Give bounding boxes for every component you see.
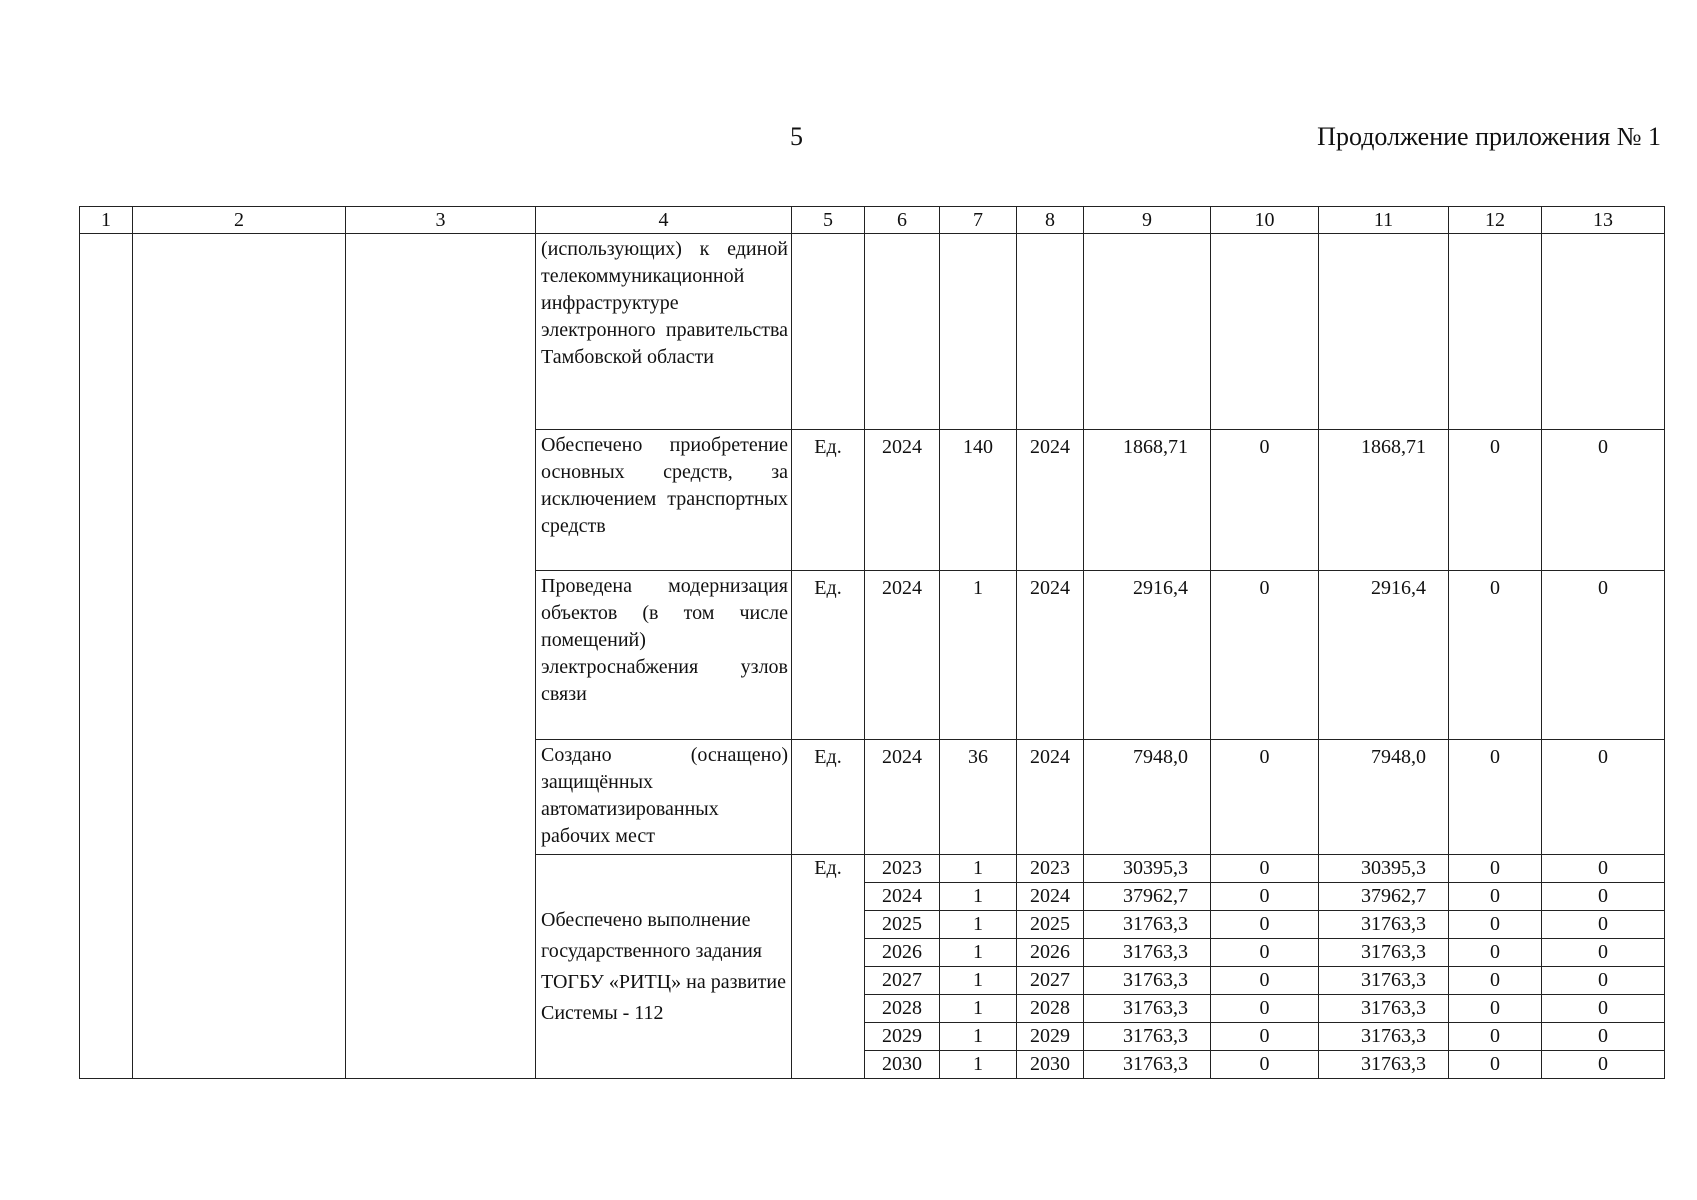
column-number: 2 — [133, 207, 346, 234]
row-unit: Ед. — [792, 430, 865, 571]
total-cell: 31763,3 — [1084, 967, 1211, 995]
row-col11: 2916,4 — [1319, 571, 1449, 740]
year-cell: 2029 — [865, 1023, 940, 1051]
row-unit: Ед. — [792, 571, 865, 740]
count-cell: 1 — [940, 855, 1017, 883]
col11-cell: 37962,7 — [1319, 883, 1449, 911]
row-description: Проведена модернизация объектов (в том числе помещений) электроснабжения узлов связи — [536, 571, 792, 740]
col10-cell: 0 — [1211, 939, 1319, 967]
cell-col3 — [346, 234, 536, 1079]
col11-cell: 31763,3 — [1319, 911, 1449, 939]
row-year2: 2024 — [1017, 740, 1084, 855]
col12-cell: 0 — [1449, 1023, 1542, 1051]
count-cell: 1 — [940, 883, 1017, 911]
row-total: 7948,0 — [1084, 740, 1211, 855]
appendix-table — [79, 206, 1665, 1079]
year-cell: 2027 — [865, 967, 940, 995]
col11-cell: 31763,3 — [1319, 1051, 1449, 1079]
column-number: 10 — [1211, 207, 1319, 234]
year-cell: 2024 — [865, 883, 940, 911]
count-cell: 1 — [940, 939, 1017, 967]
row-col10: 0 — [1211, 571, 1319, 740]
row-total: 1868,71 — [1084, 430, 1211, 571]
year-cell: 2028 — [865, 995, 940, 1023]
row-total — [1084, 234, 1211, 430]
col13-cell: 0 — [1542, 1051, 1665, 1079]
row-col10: 0 — [1211, 740, 1319, 855]
col10-cell: 0 — [1211, 883, 1319, 911]
column-number: 12 — [1449, 207, 1542, 234]
task-unit: Ед. — [792, 855, 865, 1079]
col12-cell: 0 — [1449, 883, 1542, 911]
row-year2: 2024 — [1017, 571, 1084, 740]
total-cell: 31763,3 — [1084, 995, 1211, 1023]
row-col11: 7948,0 — [1319, 740, 1449, 855]
total-cell: 31763,3 — [1084, 939, 1211, 967]
column-number-row — [80, 207, 1665, 234]
row-col13 — [1542, 234, 1665, 430]
row-year: 2024 — [865, 571, 940, 740]
column-number: 6 — [865, 207, 940, 234]
column-number: 7 — [940, 207, 1017, 234]
col13-cell: 0 — [1542, 995, 1665, 1023]
column-number: 4 — [536, 207, 792, 234]
row-col13: 0 — [1542, 430, 1665, 571]
row-col12: 0 — [1449, 571, 1542, 740]
row-year: 2024 — [865, 740, 940, 855]
row-col10: 0 — [1211, 430, 1319, 571]
col12-cell: 0 — [1449, 995, 1542, 1023]
total-cell: 31763,3 — [1084, 1051, 1211, 1079]
row-col12 — [1449, 234, 1542, 430]
col10-cell: 0 — [1211, 1023, 1319, 1051]
row-total: 2916,4 — [1084, 571, 1211, 740]
col13-cell: 0 — [1542, 911, 1665, 939]
year2-cell: 2026 — [1017, 939, 1084, 967]
page-number: 5 — [790, 122, 803, 151]
year2-cell: 2028 — [1017, 995, 1084, 1023]
col12-cell: 0 — [1449, 967, 1542, 995]
col10-cell: 0 — [1211, 995, 1319, 1023]
col12-cell: 0 — [1449, 939, 1542, 967]
total-cell: 30395,3 — [1084, 855, 1211, 883]
row-col13: 0 — [1542, 571, 1665, 740]
col11-cell: 31763,3 — [1319, 967, 1449, 995]
count-cell: 1 — [940, 1023, 1017, 1051]
row-count: 140 — [940, 430, 1017, 571]
cell-col2 — [133, 234, 346, 1079]
column-number: 11 — [1319, 207, 1449, 234]
col13-cell: 0 — [1542, 883, 1665, 911]
column-number: 8 — [1017, 207, 1084, 234]
row-description: Создано (оснащено) защищённых автоматизированных рабочих мест — [536, 740, 792, 855]
year-cell: 2030 — [865, 1051, 940, 1079]
count-cell: 1 — [940, 1051, 1017, 1079]
total-cell: 31763,3 — [1084, 1023, 1211, 1051]
col11-cell: 31763,3 — [1319, 1023, 1449, 1051]
year-cell: 2026 — [865, 939, 940, 967]
row-description: (использующих) к единой телекоммуникационной инфраструктуре электронного правительства Тамбовской области — [536, 234, 792, 430]
year2-cell: 2029 — [1017, 1023, 1084, 1051]
table-row — [80, 234, 1665, 430]
year2-cell: 2027 — [1017, 967, 1084, 995]
count-cell: 1 — [940, 995, 1017, 1023]
col12-cell: 0 — [1449, 911, 1542, 939]
count-cell: 1 — [940, 911, 1017, 939]
row-unit: Ед. — [792, 740, 865, 855]
row-year — [865, 234, 940, 430]
year2-cell: 2023 — [1017, 855, 1084, 883]
col10-cell: 0 — [1211, 1051, 1319, 1079]
row-unit — [792, 234, 865, 430]
year-cell: 2025 — [865, 911, 940, 939]
column-number: 3 — [346, 207, 536, 234]
task-description: Обеспечено выполнение государственного задания ТОГБУ «РИТЦ» на развитие Системы - 112 — [536, 855, 792, 1079]
row-col12: 0 — [1449, 740, 1542, 855]
col12-cell: 0 — [1449, 1051, 1542, 1079]
appendix-title: Продолжение приложения № 1 — [1317, 122, 1661, 151]
row-count: 36 — [940, 740, 1017, 855]
col13-cell: 0 — [1542, 967, 1665, 995]
year2-cell: 2024 — [1017, 883, 1084, 911]
col11-cell: 31763,3 — [1319, 939, 1449, 967]
total-cell: 31763,3 — [1084, 911, 1211, 939]
column-number: 9 — [1084, 207, 1211, 234]
year2-cell: 2030 — [1017, 1051, 1084, 1079]
column-number: 13 — [1542, 207, 1665, 234]
year-cell: 2023 — [865, 855, 940, 883]
row-col11 — [1319, 234, 1449, 430]
col13-cell: 0 — [1542, 939, 1665, 967]
row-count — [940, 234, 1017, 430]
row-year2 — [1017, 234, 1084, 430]
col12-cell: 0 — [1449, 855, 1542, 883]
col10-cell: 0 — [1211, 855, 1319, 883]
year2-cell: 2025 — [1017, 911, 1084, 939]
col11-cell: 31763,3 — [1319, 995, 1449, 1023]
column-number: 1 — [80, 207, 133, 234]
row-description: Обеспечено приобретение основных средств, за исключением транспортных средств — [536, 430, 792, 571]
cell-col1 — [80, 234, 133, 1079]
row-col11: 1868,71 — [1319, 430, 1449, 571]
row-col12: 0 — [1449, 430, 1542, 571]
col13-cell: 0 — [1542, 1023, 1665, 1051]
col10-cell: 0 — [1211, 911, 1319, 939]
row-count: 1 — [940, 571, 1017, 740]
col10-cell: 0 — [1211, 967, 1319, 995]
row-year2: 2024 — [1017, 430, 1084, 571]
row-year: 2024 — [865, 430, 940, 571]
col13-cell: 0 — [1542, 855, 1665, 883]
col11-cell: 30395,3 — [1319, 855, 1449, 883]
row-col13: 0 — [1542, 740, 1665, 855]
column-number: 5 — [792, 207, 865, 234]
count-cell: 1 — [940, 967, 1017, 995]
total-cell: 37962,7 — [1084, 883, 1211, 911]
row-col10 — [1211, 234, 1319, 430]
